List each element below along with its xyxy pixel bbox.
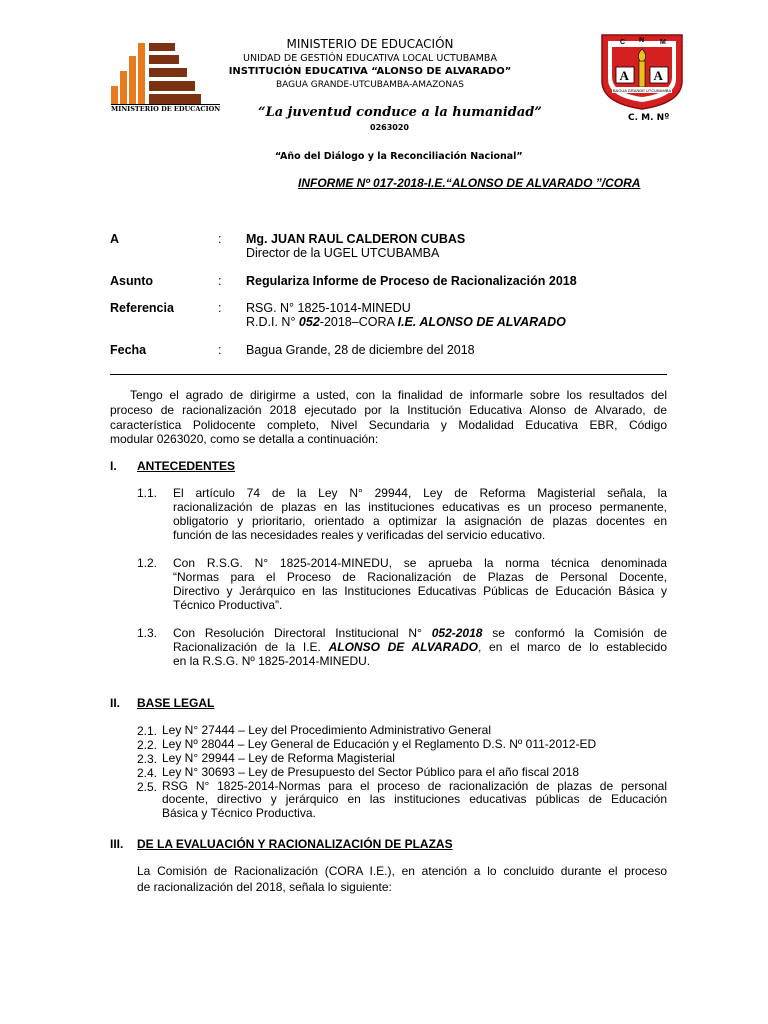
item-1-1-text <box>173 486 667 542</box>
reference-label: Referencia <box>110 301 174 315</box>
ministry-logo-caption: MINISTERIO DE EDUCACION <box>111 105 221 113</box>
section-2-title: BASE LEGAL <box>137 696 215 710</box>
section-1-number: I. <box>110 459 117 473</box>
intro-paragraph <box>110 388 667 447</box>
item-1-2-text <box>173 556 667 612</box>
year-name: “Año del Diálogo y la Reconciliación Nacional” <box>275 151 523 162</box>
institution-emphasis: ALONSO DE ALVARADO <box>328 640 478 654</box>
item-1-1-number: 1.1. <box>137 486 158 500</box>
intro-line: proceso de racionalización 2018 ejecutado por la Institución Educativa Alonso de Alvarado, de <box>110 402 667 417</box>
svg-text:A: A <box>653 68 663 83</box>
svg-text:N: N <box>639 37 645 44</box>
law-2-2-text: Ley Nº 28044 – Ley General de Educación y el Reglamento D.S. Nº 011-2012-ED <box>162 737 597 751</box>
item-line: Directivo y Jerárquico en las Instituciones Educativas Públicas de Educación Básica y <box>173 584 667 598</box>
resolution-number: 052-2018 <box>431 626 483 640</box>
subject-label: Asunto <box>110 274 154 288</box>
reference-2 <box>246 315 566 329</box>
item-1-3-text <box>173 626 667 668</box>
crest-label: C. M. Nº <box>628 113 670 123</box>
school-motto: “La juventud conduce a la humanidad” <box>258 105 542 120</box>
item-text-part: , en el marco de lo establecido <box>478 640 668 654</box>
date-text: Bagua Grande, 28 de diciembre del 2018 <box>246 343 475 357</box>
school-crest <box>598 31 686 111</box>
section-3-paragraph <box>137 864 667 895</box>
law-2-4-number: 2.4. <box>137 766 158 780</box>
section-3-number: III. <box>110 837 124 851</box>
reference-2-number: 052 <box>298 315 320 329</box>
law-line: RSG N° 1825-2014-Normas para el proceso de racionalización de plazas de personal <box>162 779 667 793</box>
law-2-1-text: Ley N° 27444 – Ley del Procedimiento Administrativo General <box>162 723 491 737</box>
law-2-1-number: 2.1. <box>137 724 158 738</box>
reference-2-part-a: R.D.I. N° <box>246 315 299 329</box>
subject-colon: : <box>218 274 222 288</box>
to-label: A <box>110 232 120 246</box>
date-colon: : <box>218 343 222 357</box>
item-1-3-number: 1.3. <box>137 626 158 640</box>
divider-line <box>110 374 667 375</box>
date-label: Fecha <box>110 343 147 357</box>
law-2-3-number: 2.3. <box>137 752 158 766</box>
ministry-logo <box>109 31 221 119</box>
law-2-5-number: 2.5. <box>137 780 158 794</box>
recipient-role: Director de la UGEL UTCUBAMBA <box>246 246 440 260</box>
reference-colon: : <box>218 301 222 315</box>
to-colon: : <box>218 232 222 246</box>
item-line: “Normas para el Proceso de Racionalización de Plazas de Personal Docente, <box>173 570 667 584</box>
section-3-line: La Comisión de Racionalización (CORA I.E.), en atención a lo concluido durante el proceso <box>137 864 667 878</box>
institution-name: INSTITUCIÓN EDUCATIVA “ALONSO DE ALVARADO” <box>228 66 512 77</box>
reference-2-institution: I.E. ALONSO DE ALVARADO <box>397 315 566 329</box>
svg-text:M: M <box>660 39 666 46</box>
section-3-line: de racionalización del 2018, señala lo siguiente: <box>137 879 392 894</box>
intro-line: característica Polidocente completo, Nivel Secundaria y Modalidad Educativa EBR, Código <box>110 417 667 432</box>
location: BAGUA GRANDE-UTCUBAMBA-AMAZONAS <box>275 80 464 90</box>
ministry-name: MINISTERIO DE EDUCACIÓN <box>286 37 454 51</box>
item-line: racionalización de plazas en las instituciones educativas es un proceso permanente, <box>173 500 667 514</box>
ugel-name: UNIDAD DE GESTIÓN EDUCATIVA LOCAL UCTUBAMBA <box>243 53 497 64</box>
item-line: obligatorio y prioritario, orientado a optimizar la asignación de plazas docentes en <box>173 514 667 528</box>
intro-line: modular 0263020, como se detalla a continuación: <box>110 432 379 447</box>
item-1-2-number: 1.2. <box>137 556 158 570</box>
item-text-part: Con Resolución Directoral Institucional N° <box>173 626 432 640</box>
law-2-5-text <box>162 780 667 820</box>
item-line: en la R.S.G. Nº 1825-2014-MINEDU. <box>173 654 371 668</box>
intro-line: Tengo el agrado de dirigirme a usted, con la finalidad de informarle sobre los resultados del <box>130 388 667 402</box>
item-text-part: Racionalización de la I.E. <box>173 640 329 654</box>
item-line: El artículo 74 de la Ley N° 29944, Ley de Reforma Magisterial señala, la <box>173 486 667 500</box>
reference-1: RSG. N° 1825-1014-MINEDU <box>246 301 411 315</box>
law-2-4-text: Ley N° 30693 – Ley de Presupuesto del Sector Público para el año fiscal 2018 <box>162 765 580 779</box>
item-line: Técnico Productiva”. <box>173 598 283 612</box>
modular-code: 0263020 <box>370 123 409 132</box>
section-2-number: II. <box>110 696 121 710</box>
item-line <box>173 640 667 654</box>
section-1-title: ANTECEDENTES <box>137 459 236 473</box>
item-line: Con R.S.G. N° 1825-2014-MINEDU, se aprueba la norma técnica denominada <box>173 556 667 570</box>
law-2-2-number: 2.2. <box>137 738 158 752</box>
reference-2-part-c: -2018–CORA <box>319 315 398 329</box>
item-line: función de las necesidades reales y verificadas del servicio educativo. <box>173 528 546 542</box>
svg-text:A: A <box>619 68 629 83</box>
law-line: docente, directivo y jerárquico en las instituciones educativas públicas de Educación <box>162 792 667 807</box>
subject-text: Regulariza Informe de Proceso de Racionalización 2018 <box>246 274 577 288</box>
law-2-3-text: Ley N° 29944 – Ley de Reforma Magisterial <box>162 751 395 765</box>
item-line <box>173 626 667 640</box>
recipient-name: Mg. JUAN RAUL CALDERON CUBAS <box>246 232 466 246</box>
law-line: Básica y Técnico Productiva. <box>162 805 316 820</box>
item-text-part: se conformó la Comisión de <box>482 626 667 640</box>
document-title: INFORME Nº 017-2018-I.E.“ALONSO DE ALVARADO ”/CORA <box>298 176 641 190</box>
svg-text:BAGUA GRANDE UTCUBAMBA: BAGUA GRANDE UTCUBAMBA <box>612 88 672 93</box>
svg-text:C: C <box>620 39 626 46</box>
section-3-title: DE LA EVALUACIÓN Y RACIONALIZACIÓN DE PLAZAS <box>137 837 453 851</box>
